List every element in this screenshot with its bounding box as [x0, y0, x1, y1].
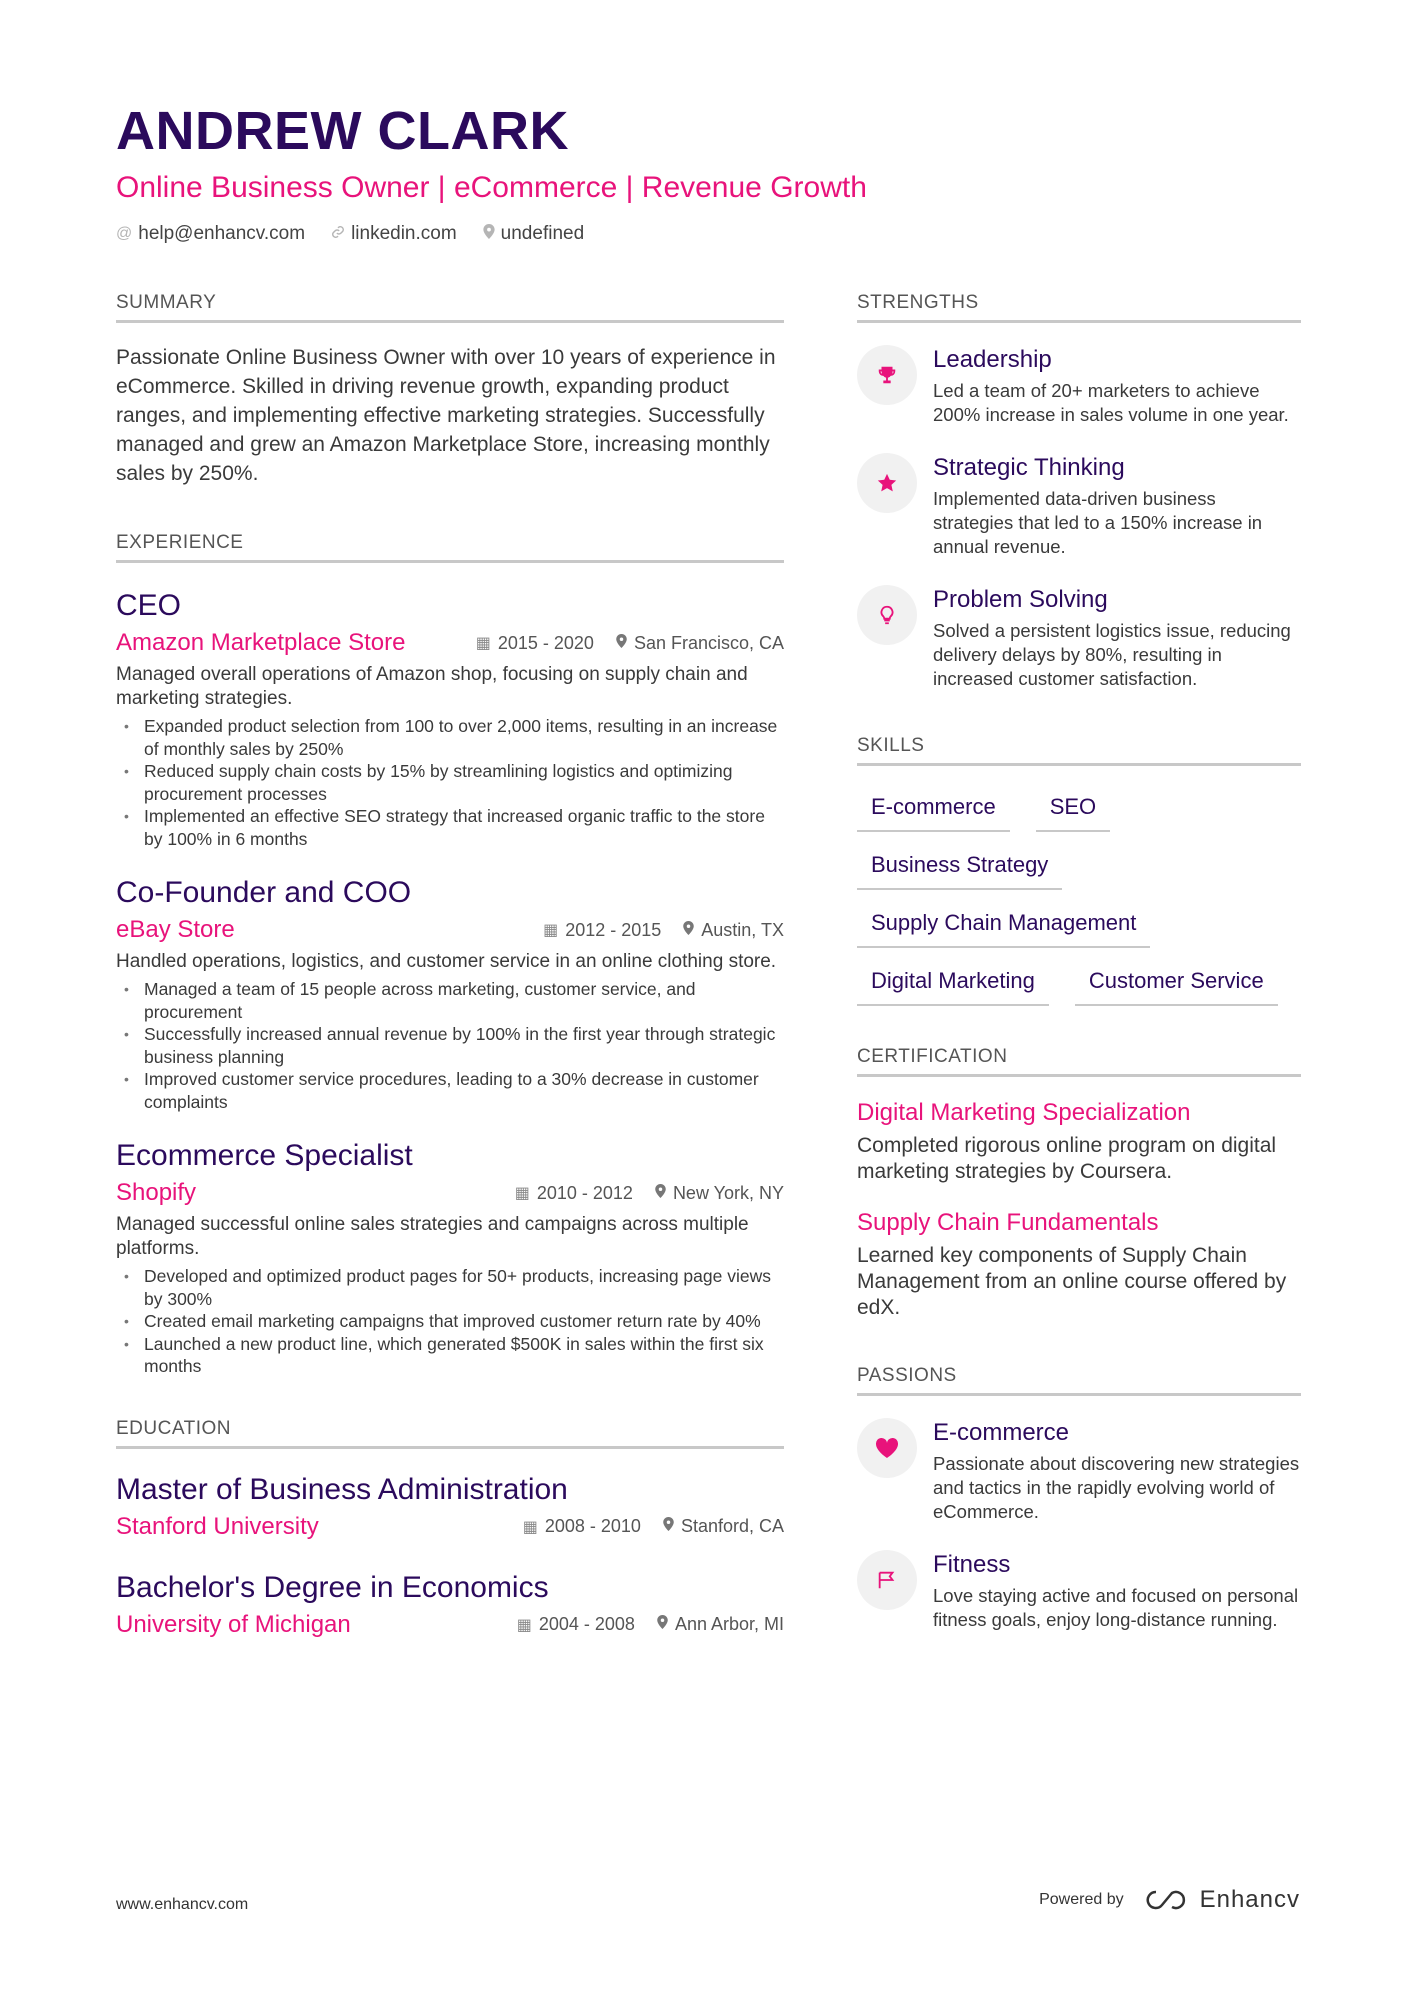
strength-desc: Implemented data-driven business strategies that led to a 150% increase in annual revenue. [933, 488, 1263, 557]
pin-icon [663, 1517, 674, 1536]
job-dates [543, 920, 661, 941]
strength-desc: Solved a persistent logistics issue, reducing delivery delays by 80%, resulting in increased customer satisfaction. [933, 620, 1291, 689]
job-bullet: • Managed a team of 15 people across marketing, customer service, and procurement [116, 978, 784, 1023]
contact-bar [116, 223, 584, 245]
education-entry [116, 1569, 784, 1641]
trophy-icon [857, 345, 917, 405]
calendar-icon: ▦ [522, 1518, 538, 1536]
pin-icon [657, 1615, 668, 1634]
job-dates-text: 2015 - 2020 [497, 632, 594, 653]
edu-degree: Master of Business Administration [116, 1472, 568, 1506]
skill-tag: Business Strategy [857, 842, 1062, 890]
passion-desc: Love staying active and focused on personal fitness goals, enjoy long-distance running. [933, 1585, 1299, 1630]
edu-dates-text: 2008 - 2010 [544, 1516, 641, 1536]
job-bullets [116, 1265, 784, 1378]
experience-section [116, 532, 784, 1378]
strength-title: Strategic Thinking [933, 454, 1125, 481]
link-icon [331, 225, 345, 244]
contact-linkedin-text: linkedin.com [351, 223, 457, 244]
job-info [543, 920, 784, 941]
job-meta [116, 1177, 784, 1209]
job-dates [515, 1183, 633, 1204]
edu-school: University of Michigan [116, 1610, 351, 1638]
powered-by-text: Powered by [1039, 1891, 1124, 1908]
passion-title: E-commerce [933, 1419, 1070, 1446]
cert-title: Digital Marketing Specialization [857, 1099, 1191, 1126]
job-company: Shopify [116, 1179, 197, 1206]
edu-degree: Bachelor's Degree in Economics [116, 1570, 549, 1604]
footer-brand [1039, 1886, 1300, 1914]
job-role: Co-Founder and COO [116, 876, 412, 909]
job-role: Ecommerce Specialist [116, 1139, 413, 1172]
summary-section [116, 292, 784, 488]
job-bullet: • Improved customer service procedures, leading to a 30% decrease in customer complaints [116, 1068, 784, 1113]
section-title: EDUCATION [116, 1418, 784, 1449]
job-dates [476, 633, 594, 654]
job-bullet: • Developed and optimized product pages for 50+ products, increasing page views by 300% [116, 1265, 784, 1310]
job-location [616, 633, 784, 654]
job-meta [116, 914, 784, 946]
passions-section [857, 1365, 1301, 1632]
cert-entry [857, 1097, 1301, 1185]
pin-icon [683, 921, 694, 940]
section-title: EXPERIENCE [116, 532, 784, 563]
edu-dates [523, 1516, 641, 1537]
skill-tag: Supply Chain Management [857, 900, 1150, 948]
job-entry [116, 874, 784, 1113]
job-bullet: • Created email marketing campaigns that improved customer return rate by 40% [116, 1310, 784, 1333]
calendar-icon: ▦ [543, 922, 559, 939]
enhancv-logo-icon [1144, 1888, 1190, 1912]
passion-body [933, 1550, 1301, 1632]
job-bullets [116, 978, 784, 1113]
at-icon: @ [116, 225, 133, 242]
edu-location-text: Ann Arbor, MI [674, 1614, 784, 1634]
passion-title: Fitness [933, 1551, 1011, 1578]
edu-meta [116, 1511, 784, 1543]
passion-item [857, 1550, 1301, 1632]
job-location-text: San Francisco, CA [633, 632, 784, 653]
skills-row [857, 842, 1301, 890]
job-info [515, 1183, 784, 1204]
skill-tag: SEO [1036, 784, 1110, 832]
skill-tag: E-commerce [857, 784, 1010, 832]
cert-title: Supply Chain Fundamentals [857, 1209, 1159, 1236]
brand-name: Enhancv [1199, 1886, 1300, 1913]
contact-linkedin[interactable] [331, 223, 457, 245]
skills-section [857, 735, 1301, 1006]
edu-school: Stanford University [116, 1512, 319, 1540]
pin-icon [616, 634, 627, 653]
job-description: Managed overall operations of Amazon shop, focusing on supply chain and marketing strategies. [116, 664, 748, 709]
edu-location-text: Stanford, CA [680, 1516, 784, 1536]
education-section [116, 1418, 784, 1641]
lightbulb-icon [857, 585, 917, 645]
right-column [857, 292, 1301, 1676]
strengths-section [857, 292, 1301, 691]
footer-website[interactable]: www.enhancv.com [116, 1896, 249, 1913]
strength-item [857, 345, 1301, 427]
education-entry [116, 1471, 784, 1543]
job-description: Handled operations, logistics, and customer service in an online clothing store. [116, 951, 777, 972]
job-info [476, 633, 784, 654]
job-bullet: • Implemented an effective SEO strategy that increased organic traffic to the store by 100% in 6 months [116, 805, 784, 850]
flag-icon [857, 1550, 917, 1610]
strength-item [857, 585, 1301, 691]
job-company: Amazon Marketplace Store [116, 629, 406, 656]
edu-info [517, 1614, 784, 1635]
strength-title: Problem Solving [933, 586, 1108, 613]
strength-desc: Led a team of 20+ marketers to achieve 200% increase in sales volume in one year. [933, 380, 1289, 425]
section-title: CERTIFICATION [857, 1046, 1301, 1077]
job-company: eBay Store [116, 916, 235, 943]
job-bullet: • Successfully increased annual revenue by 100% in the first year through strategic business planning [116, 1023, 784, 1068]
cert-desc: Learned key components of Supply Chain Management from an online course offered by edX. [857, 1244, 1287, 1319]
skills-row [857, 900, 1301, 948]
skill-tag: Digital Marketing [857, 958, 1049, 1006]
edu-meta [116, 1609, 784, 1641]
passion-desc: Passionate about discovering new strategies and tactics in the rapidly evolving world of eCommerce. [933, 1453, 1300, 1522]
heart-icon [857, 1418, 917, 1478]
edu-info [523, 1516, 784, 1537]
strength-body [933, 345, 1301, 427]
job-entry [116, 587, 784, 850]
job-location-text: Austin, TX [701, 919, 784, 940]
job-bullet: • Launched a new product line, which generated $500K in sales within the first six months [116, 1333, 784, 1378]
job-location [655, 1183, 784, 1204]
skills-list [857, 784, 1301, 1006]
job-location [683, 920, 784, 941]
job-dates-text: 2012 - 2015 [565, 919, 662, 940]
calendar-icon: ▦ [514, 1185, 530, 1202]
strength-title: Leadership [933, 346, 1052, 373]
section-title: PASSIONS [857, 1365, 1301, 1396]
candidate-name: ANDREW CLARK [116, 101, 569, 161]
job-dates-text: 2010 - 2012 [536, 1182, 633, 1203]
job-bullet: • Expanded product selection from 100 to over 2,000 items, resulting in an increase of monthly sales by 250% [116, 715, 784, 760]
section-title: SKILLS [857, 735, 1301, 766]
summary-text: Passionate Online Business Owner with over 10 years of experience in eCommerce. Skilled in driving revenue growth, expanding product ranges, and implementing effective marketing strategies. Successfully managed and grew an Amazon Marketplace Store, increasing monthly sales by 250%. [116, 346, 776, 485]
edu-location [663, 1516, 784, 1537]
section-title: SUMMARY [116, 292, 784, 323]
skill-tag: Customer Service [1075, 958, 1278, 1006]
job-bullets [116, 715, 784, 850]
cert-desc: Completed rigorous online program on digital marketing strategies by Coursera. [857, 1134, 1277, 1183]
skills-row [857, 784, 1301, 832]
contact-email[interactable] [116, 223, 305, 245]
strength-item [857, 453, 1301, 559]
cert-entry [857, 1207, 1301, 1321]
job-location-text: New York, NY [672, 1182, 784, 1203]
section-title: STRENGTHS [857, 292, 1301, 323]
strength-body [933, 585, 1301, 691]
certification-section [857, 1046, 1301, 1321]
edu-location [657, 1614, 784, 1635]
job-meta [116, 627, 784, 659]
calendar-icon: ▦ [516, 1616, 532, 1634]
job-entry [116, 1137, 784, 1378]
edu-dates [517, 1614, 635, 1635]
star-icon [857, 453, 917, 513]
passion-item [857, 1418, 1301, 1524]
passion-body [933, 1418, 1301, 1524]
candidate-title: Online Business Owner | eCommerce | Revenue Growth [116, 171, 867, 204]
contact-location-text: undefined [500, 223, 585, 244]
job-role: CEO [116, 589, 182, 622]
calendar-icon: ▦ [475, 635, 491, 652]
skills-row [857, 958, 1301, 1006]
edu-dates-text: 2004 - 2008 [538, 1614, 635, 1634]
left-column [116, 292, 784, 1685]
contact-email-text: help@enhancv.com [138, 223, 306, 244]
brand-logo[interactable] [1144, 1886, 1300, 1914]
pin-icon [655, 1184, 666, 1203]
job-bullet: • Reduced supply chain costs by 15% by streamlining logistics and optimizing procurement processes [116, 760, 784, 805]
strength-body [933, 453, 1301, 559]
job-description: Managed successful online sales strategies and campaigns across multiple platforms. [116, 1214, 749, 1259]
pin-icon [483, 224, 495, 244]
contact-location [483, 223, 584, 245]
